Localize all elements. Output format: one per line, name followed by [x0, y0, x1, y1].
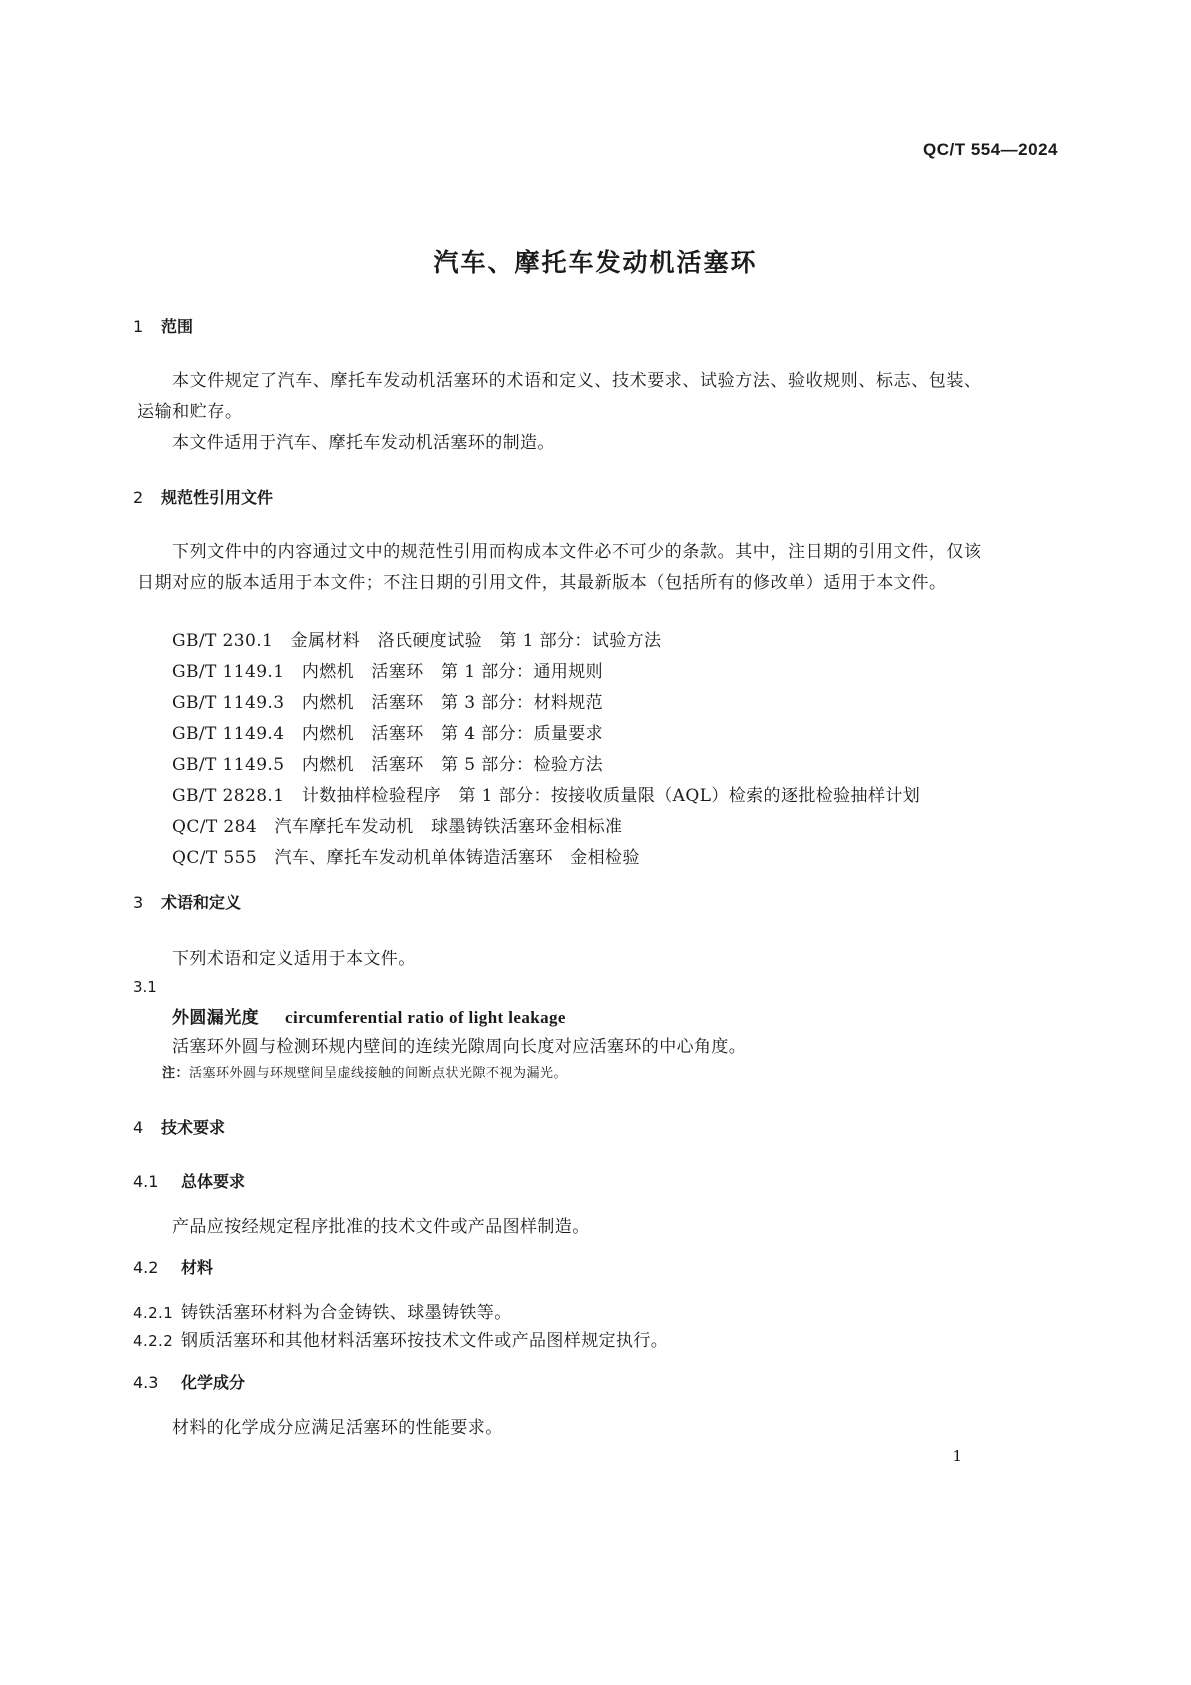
standard-number: QC/T 554—2024: [922, 140, 1058, 159]
term-definition: 活塞环外圆与检测环规内壁间的连续光隙周向长度对应活塞环的中心角度。: [172, 1037, 747, 1057]
clause-text: 钢质活塞环和其他材料活塞环按技术文件或产品图样规定执行。: [181, 1331, 669, 1351]
section-title: 总体要求: [181, 1172, 246, 1191]
scope-paragraph-2: 本文件适用于汽车、摩托车发动机活塞环的制造。: [172, 433, 555, 453]
section-4-3-heading: [133, 1370, 245, 1393]
term-english: circumferential ratio of light leakage: [285, 1008, 566, 1027]
section-title: 技术要求: [161, 1118, 226, 1137]
section-title: 规范性引用文件: [161, 488, 274, 507]
section-title: 术语和定义: [161, 893, 242, 912]
general-requirements-text: 产品应按经规定程序批准的技术文件或产品图样制造。: [172, 1217, 590, 1237]
term-entry: [172, 1003, 566, 1028]
reference-item: GB/T 2828.1 计数抽样检验程序 第 1 部分：按接收质量限（AQL）检索的逐批检验抽样计划: [172, 786, 921, 806]
clause-4-2-1: [133, 1298, 512, 1323]
section-title: 范围: [161, 317, 194, 336]
reference-item: GB/T 1149.5 内燃机 活塞环 第 5 部分：检验方法: [172, 755, 604, 775]
section-3-heading: [133, 890, 241, 913]
reference-item: QC/T 555 汽车、摩托车发动机单体铸造活塞环 金相检验: [172, 848, 640, 868]
document-title: 汽车、摩托车发动机活塞环: [433, 248, 758, 277]
section-2-heading: [133, 485, 273, 508]
page-number: 1: [952, 1447, 962, 1465]
section-number: 3: [133, 893, 144, 912]
reference-item: GB/T 1149.3 内燃机 活塞环 第 3 部分：材料规范: [172, 693, 604, 713]
reference-item: GB/T 1149.4 内燃机 活塞环 第 4 部分：质量要求: [172, 724, 604, 744]
section-number: 4: [133, 1118, 144, 1137]
note-label: 注：: [162, 1066, 190, 1081]
clause-text: 铸铁活塞环材料为合金铸铁、球墨铸铁等。: [181, 1303, 512, 1323]
note-text: 活塞环外圆与环规壁间呈虚线接触的间断点状光隙不视为漏光。: [189, 1066, 568, 1081]
chemical-composition-text: 材料的化学成分应满足活塞环的性能要求。: [172, 1418, 503, 1438]
reference-item: QC/T 284 汽车摩托车发动机 球墨铸铁活塞环金相标准: [172, 817, 623, 837]
clause-number: 4.2.2: [133, 1332, 174, 1350]
section-number: 4.2: [133, 1258, 159, 1277]
section-1-heading: [133, 314, 193, 337]
section-number: 2: [133, 488, 144, 507]
term-note: [162, 1062, 567, 1081]
reference-list: [172, 626, 920, 874]
normative-references-intro: 下列文件中的内容通过文中的规范性引用而构成本文件必不可少的条款。其中，注日期的引用文件，仅该日期对应的版本适用于本文件；不注日期的引用文件，其最新版本（包括所有的修改单）适用于本文件。: [137, 542, 982, 593]
section-title: 材料: [181, 1258, 214, 1277]
terms-intro: 下列术语和定义适用于本文件。: [172, 949, 416, 969]
section-title: 化学成分: [181, 1373, 246, 1392]
scope-paragraph-1: 本文件规定了汽车、摩托车发动机活塞环的术语和定义、技术要求、试验方法、验收规则、标志、包装、运输和贮存。: [137, 371, 982, 422]
section-4-1-heading: [133, 1169, 245, 1192]
reference-item: GB/T 230.1 金属材料 洛氏硬度试验 第 1 部分：试验方法: [172, 631, 662, 651]
clause-number: 4.2.1: [133, 1304, 174, 1322]
term-chinese: 外圆漏光度: [172, 1008, 259, 1028]
section-number: 1: [133, 317, 144, 336]
section-4-2-heading: [133, 1255, 213, 1278]
section-number: 4.3: [133, 1373, 159, 1392]
section-4-heading: [133, 1115, 225, 1138]
section-number: 4.1: [133, 1172, 159, 1191]
term-number: 3.1: [133, 978, 157, 996]
reference-item: GB/T 1149.1 内燃机 活塞环 第 1 部分：通用规则: [172, 662, 604, 682]
clause-4-2-2: [133, 1326, 668, 1351]
